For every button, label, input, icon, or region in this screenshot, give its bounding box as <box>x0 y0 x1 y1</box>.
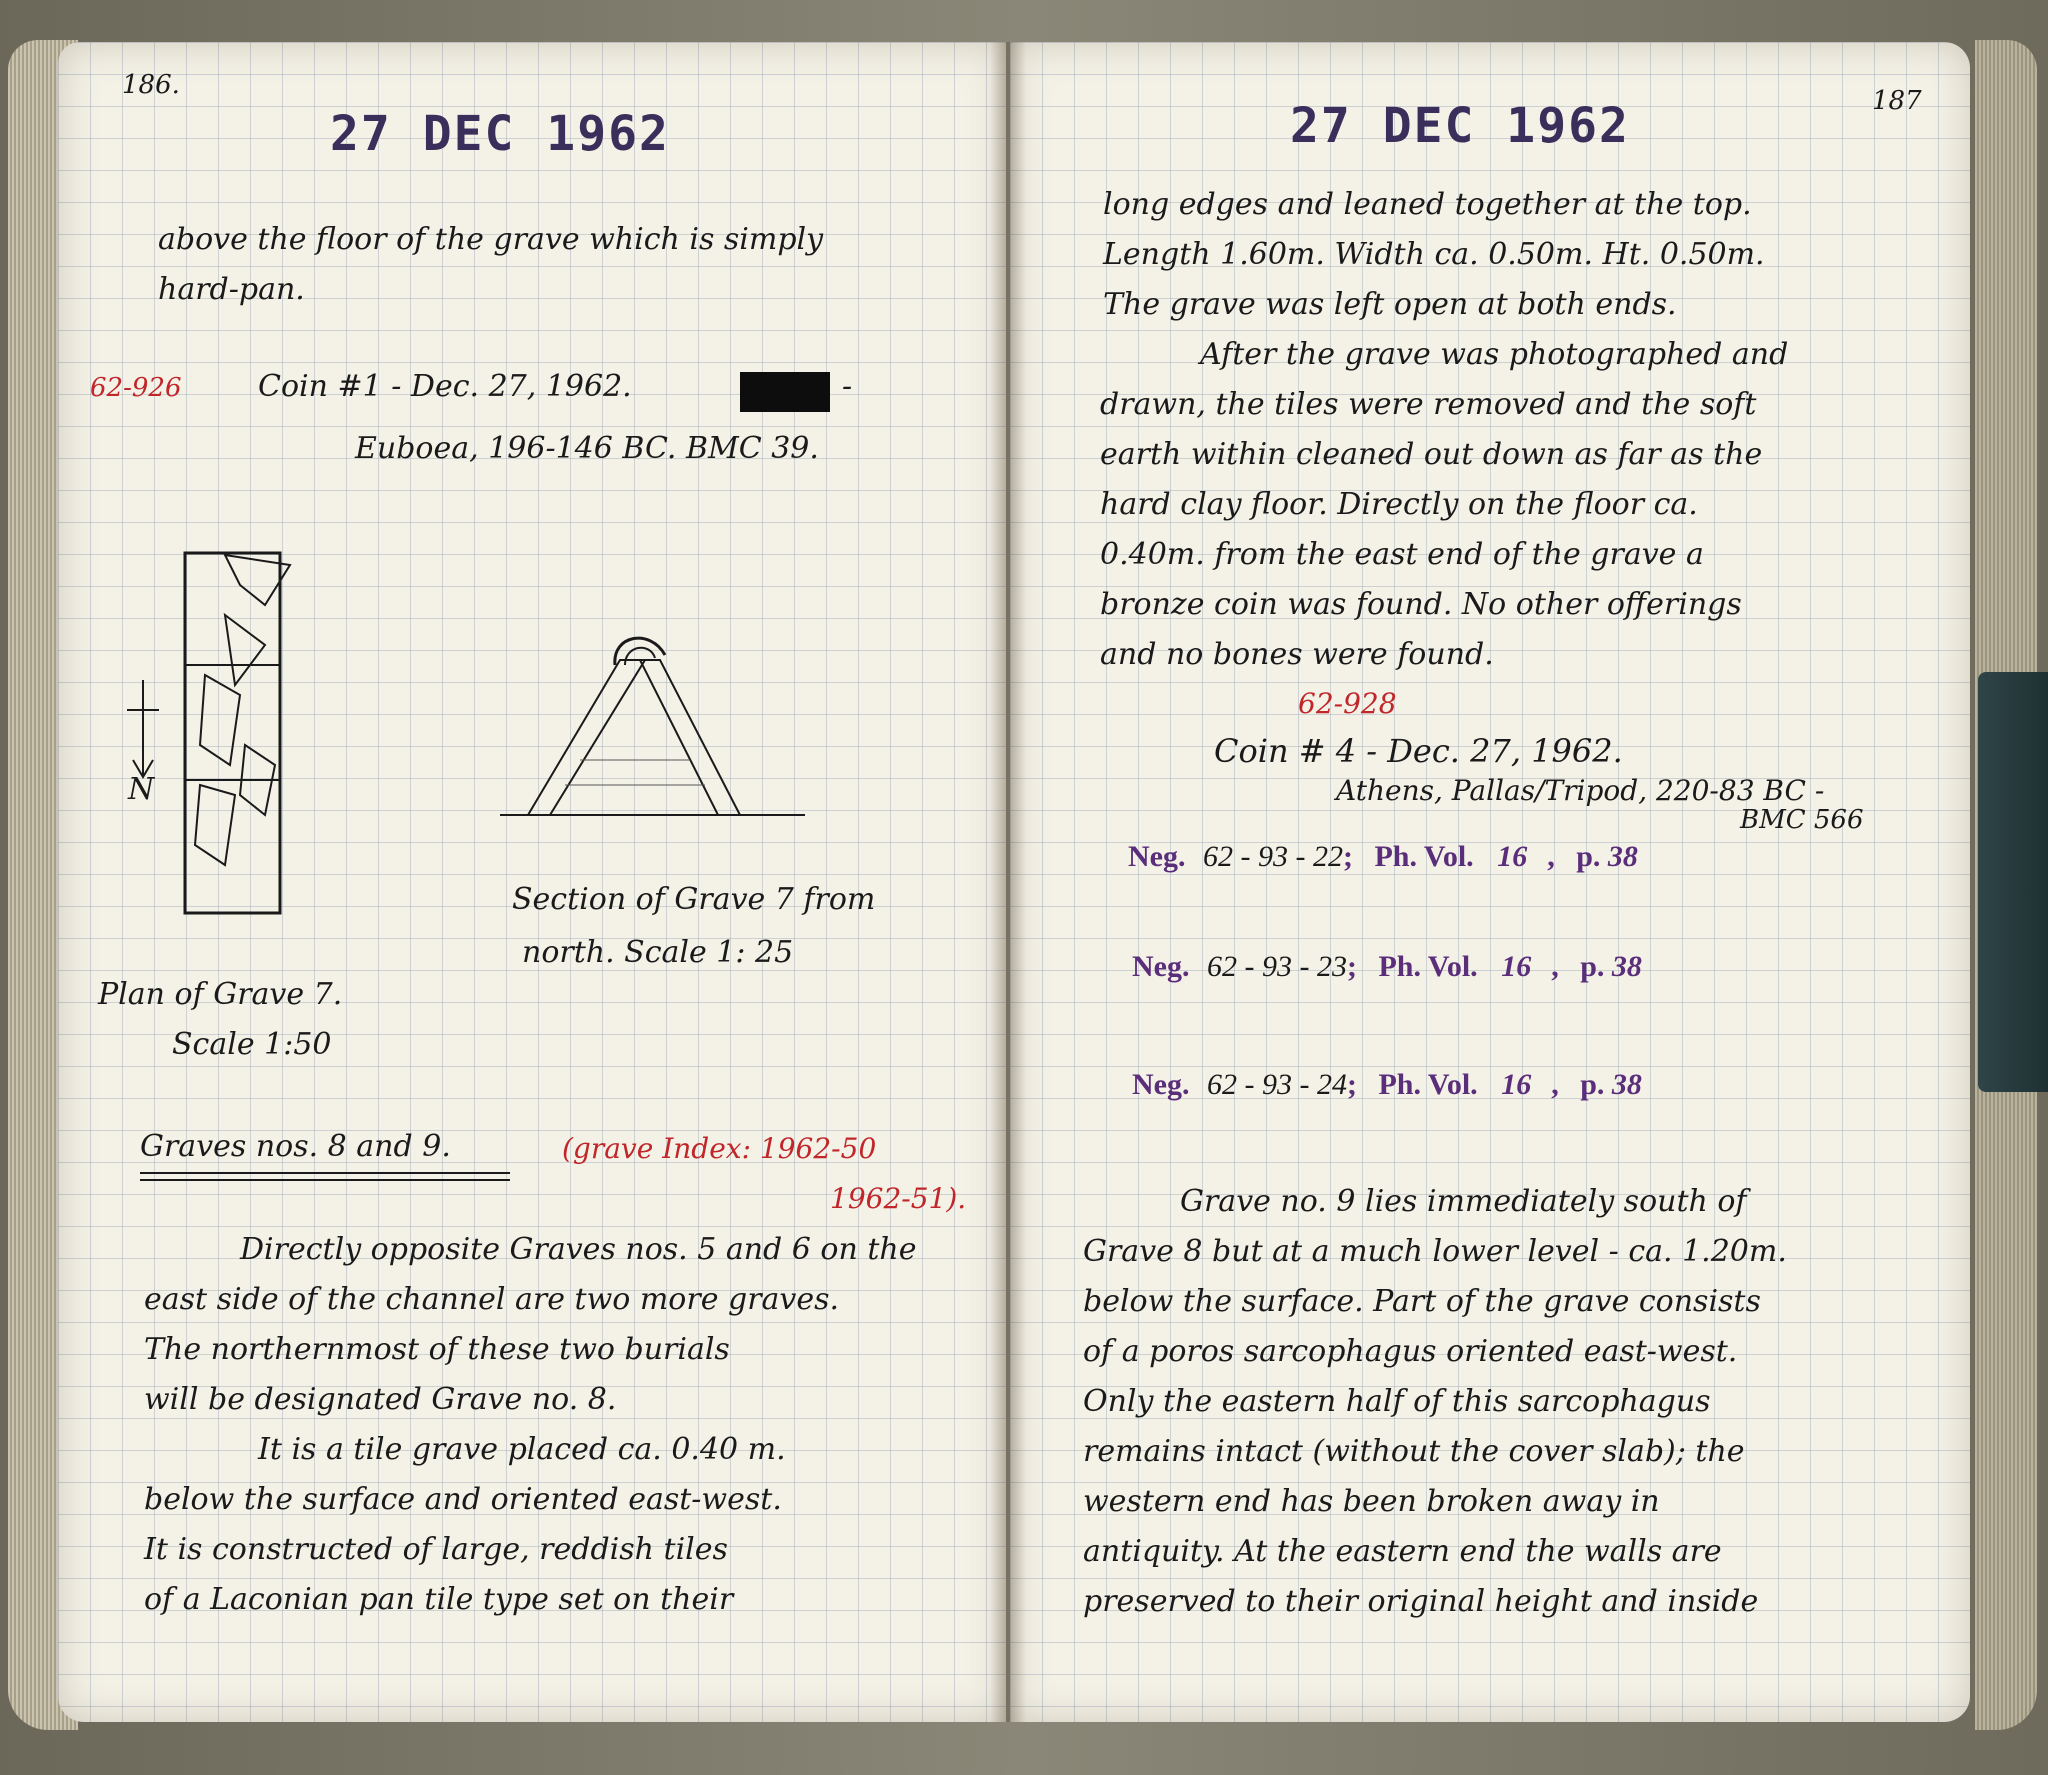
date-stamp-right: 27 DEC 1962 <box>1290 98 1630 154</box>
right-line-1: long edges and leaned together at the top. <box>1103 187 1752 222</box>
heading-underline-2 <box>140 1179 510 1181</box>
section-heading: Graves nos. 8 and 9. <box>140 1129 451 1164</box>
coin-catalog-number-right: 62-928 <box>1298 687 1397 720</box>
ph-vol-label: Ph. Vol. <box>1378 1068 1478 1101</box>
coin-title-left: Coin #1 - Dec. 27, 1962. <box>258 369 632 404</box>
body-line-8: of a Laconian pan tile type set on their <box>144 1582 734 1617</box>
negative-row-2: Neg. 62 - 93 - 23; Ph. Vol. 16 , p. 38 <box>1132 950 1642 983</box>
plan-caption-line-1: Plan of Grave 7. <box>98 977 343 1012</box>
page-ref: 38 <box>1611 950 1642 983</box>
body-line-6: below the surface and oriented east-west. <box>144 1482 782 1517</box>
grave-index-note-1: (grave Index: 1962-50 <box>562 1132 877 1165</box>
body-line-1: Directly opposite Graves nos. 5 and 6 on the <box>240 1232 917 1267</box>
right-line-7: hard clay floor. Directly on the floor ca. <box>1100 487 1698 522</box>
page-ref: 38 <box>1611 1068 1642 1101</box>
grave9-line-6: remains intact (without the cover slab); the <box>1083 1434 1745 1469</box>
grave-plan-sketch <box>115 545 315 925</box>
body-line-4: will be designated Grave no. 8. <box>144 1382 617 1417</box>
right-line-6: earth within cleaned out down as far as the <box>1100 437 1763 472</box>
coin-catalog-number-left: 62-926 <box>90 373 182 403</box>
plan-caption-line-2: Scale 1:50 <box>172 1027 332 1062</box>
right-line-8: 0.40m. from the east end of the grave a <box>1100 537 1704 572</box>
elastic-strap <box>1978 672 2048 1092</box>
coin-reference-right: BMC 566 <box>1740 805 1864 835</box>
right-line-2: Length 1.60m. Width ca. 0.50m. Ht. 0.50m. <box>1103 237 1765 272</box>
grave9-line-9: preserved to their original height and inside <box>1083 1584 1759 1619</box>
coin-attribution-left: Euboea, 196-146 BC. BMC 39. <box>355 431 819 466</box>
grave9-line-7: western end has been broken away in <box>1083 1484 1660 1519</box>
body-line-3: The northernmost of these two burials <box>144 1332 730 1367</box>
right-line-5: drawn, the tiles were removed and the soft <box>1100 387 1757 422</box>
intro-line-2: hard-pan. <box>158 272 305 307</box>
grave-section-sketch <box>480 610 820 825</box>
grave9-line-8: antiquity. At the eastern end the walls are <box>1083 1534 1722 1569</box>
redaction-box <box>740 372 830 412</box>
coin-attribution-right: Athens, Pallas/Tripod, 220-83 BC - <box>1336 774 1825 807</box>
negative-row-3: Neg. 62 - 93 - 24; Ph. Vol. 16 , p. 38 <box>1132 1068 1642 1101</box>
heading-underline-1 <box>140 1172 510 1174</box>
page-label: p. <box>1580 1068 1605 1101</box>
grave9-line-1: Grave no. 9 lies immediately south of <box>1180 1184 1747 1219</box>
coin-dash: - <box>842 369 853 404</box>
neg-number: 62 - 93 - 22 <box>1202 840 1343 873</box>
grave9-line-3: below the surface. Part of the grave consists <box>1083 1284 1761 1319</box>
coin-title-right: Coin # 4 - Dec. 27, 1962. <box>1214 732 1623 770</box>
negative-row-1: Neg. 62 - 93 - 22; Ph. Vol. 16 , p. 38 <box>1128 840 1638 873</box>
north-label: N <box>128 772 155 807</box>
ph-vol-number: 16 <box>1501 950 1532 983</box>
neg-number: 62 - 93 - 24 <box>1206 1068 1347 1101</box>
right-line-10: and no bones were found. <box>1100 637 1494 672</box>
section-caption-line-1: Section of Grave 7 from <box>512 882 876 917</box>
grave9-line-2: Grave 8 but at a much lower level - ca. 1.20m. <box>1083 1234 1787 1269</box>
page-label: p. <box>1580 950 1605 983</box>
right-line-4: After the grave was photographed and <box>1200 337 1789 372</box>
ph-vol-number: 16 <box>1497 840 1528 873</box>
page-label: p. <box>1576 840 1601 873</box>
neg-label: Neg. <box>1128 840 1186 873</box>
neg-label: Neg. <box>1132 950 1190 983</box>
page-number-left: 186. <box>122 70 180 100</box>
ph-vol-number: 16 <box>1501 1068 1532 1101</box>
grave-index-note-2: 1962-51). <box>830 1182 967 1215</box>
page-ref: 38 <box>1607 840 1638 873</box>
body-line-2: east side of the channel are two more graves. <box>144 1282 840 1317</box>
grave9-line-4: of a poros sarcophagus oriented east-west. <box>1083 1334 1738 1369</box>
right-line-9: bronze coin was found. No other offerings <box>1100 587 1742 622</box>
page-number-right: 187 <box>1872 86 1922 116</box>
ph-vol-label: Ph. Vol. <box>1374 840 1474 873</box>
neg-number: 62 - 93 - 23 <box>1206 950 1347 983</box>
body-line-7: It is constructed of large, reddish tiles <box>144 1532 728 1567</box>
ph-vol-label: Ph. Vol. <box>1378 950 1478 983</box>
date-stamp-left: 27 DEC 1962 <box>330 106 670 162</box>
book-gutter <box>990 42 1026 1722</box>
right-line-3: The grave was left open at both ends. <box>1103 287 1677 322</box>
grave9-line-5: Only the eastern half of this sarcophagus <box>1083 1384 1711 1419</box>
intro-line-1: above the floor of the grave which is simply <box>158 222 824 257</box>
body-line-5: It is a tile grave placed ca. 0.40 m. <box>258 1432 786 1467</box>
neg-label: Neg. <box>1132 1068 1190 1101</box>
section-caption-line-2: north. Scale 1: 25 <box>522 935 794 970</box>
